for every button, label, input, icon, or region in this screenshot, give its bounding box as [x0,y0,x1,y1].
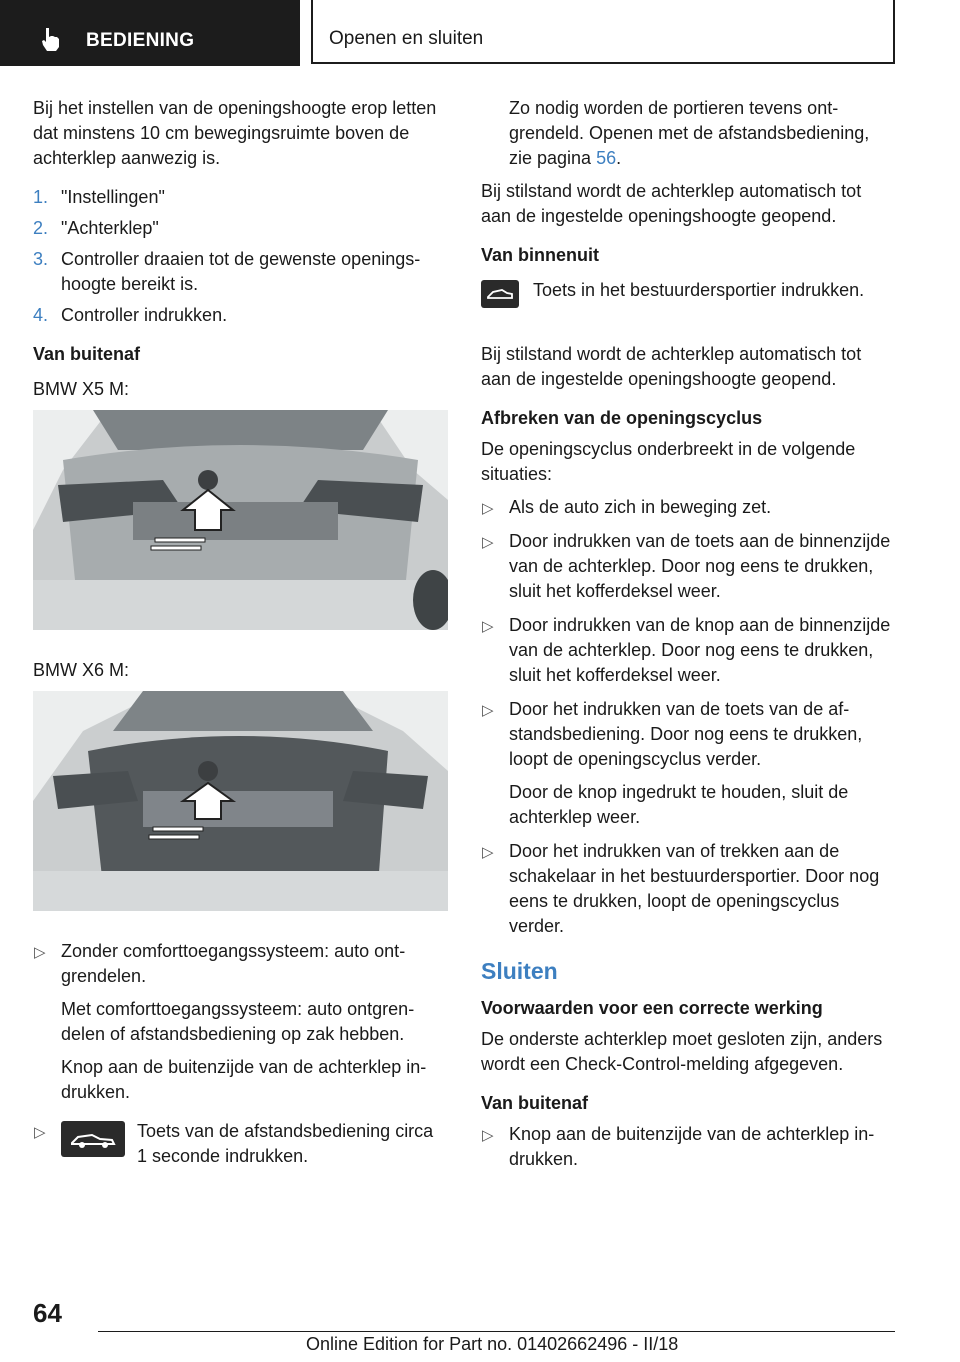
step-text: "Achterklep" [61,218,159,238]
heading-abort: Afbreken van de openingscyclus [481,408,763,428]
bullet-item [481,613,896,688]
punctuation: . [616,148,622,168]
triangle-bullet-icon: ▷ [482,702,494,719]
page-number: 64 [33,1298,62,1328]
bullet-item [481,839,896,939]
step-number: 3. [33,249,49,269]
step-number: 2. [33,218,49,238]
section-close-title: Sluiten [481,958,558,984]
continued-paragraph [481,96,896,171]
step-text: Controller draaien tot de gewenste openingshoogte bereikt is. [61,249,421,294]
abort-intro: De openingscyclus onderbreekt in de volgende situaties: [481,439,856,484]
triangle-bullet-icon: ▷ [482,500,494,517]
x6-label: BMW X6 M: [33,660,130,680]
bullet-item [481,529,896,604]
bullet-item [33,939,448,1105]
bullet-text: Als de auto zich in beweging zet. [509,497,772,517]
page-header [0,0,960,66]
bullet-item [481,697,896,830]
section-tab [0,0,300,66]
bullet-text: Zonder comforttoegangssysteem: auto ontgrendelen. [61,941,406,986]
triangle-bullet-icon: ▷ [482,1127,494,1144]
step-item [33,303,448,328]
bullet-item [33,1119,448,1169]
heading-outside: Van buitenaf [33,344,141,364]
step-item [33,216,448,241]
triangle-bullet-icon: ▷ [482,844,494,861]
step-number: 4. [33,305,49,325]
bullet-item [481,1122,896,1172]
left-column [33,96,448,1178]
bullet-text: Door het indrukken van of trekken aan de schakelaar in het bestuurdersportier. Door nog eens te drukken, loopt de openingscyclus verder. [509,841,880,936]
inside-instruction [481,278,896,328]
bullet-text: Door de knop ingedrukt te houden, sluit de achterklep weer. [509,782,849,827]
triangle-bullet-icon: ▷ [34,1124,46,1141]
continued-text: Zo nodig worden de portieren tevens ontgrendeld. Openen met de afstandsbediening, zie pagina [509,98,870,168]
page-link[interactable]: 56 [596,148,617,168]
bullet-text: Met comforttoegangssysteem: auto ontgrendelen of afstandsbediening op zak hebben. [61,999,415,1044]
subsection-title: Openen en sluiten [329,28,484,49]
right-column [481,96,896,1181]
footer-divider [98,1331,895,1332]
bmw-x6-tailgate-image [33,691,448,911]
paragraph: Bij stilstand wordt de achterklep automatisch tot aan de ingestelde openingshoogte geopend. [481,181,862,226]
tailgate-button-icon [481,280,519,308]
hand-pointer-icon [38,26,64,52]
step-item [33,247,448,297]
step-number: 1. [33,187,49,207]
paragraph: Bij stilstand wordt de achterklep automatisch tot aan de ingestelde openingshoogte geopend. [481,344,862,389]
triangle-bullet-icon: ▷ [482,618,494,635]
bullet-text: Knop aan de buitenzijde van de achterklep indrukken. [61,1057,427,1102]
bullet-text: Toets van de afstandsbediening circa 1 seconde indrukken. [137,1121,434,1166]
inside-text: Toets in het bestuurdersportier indrukken. [533,280,865,300]
bullet-text: Door indrukken van de knop aan de binnenzijde van de achterklep. Door nog eens te drukken, sluit het kofferdeksel weer. [509,615,891,685]
car-tailgate-key-icon [61,1121,125,1157]
triangle-bullet-icon: ▷ [34,944,46,961]
section-title: BEDIENING [86,30,195,51]
subsection-box [311,0,895,64]
edition-text: Online Edition for Part no. 01402662496 - II/18 [306,1334,679,1354]
heading-outside-2: Van buitenaf [481,1093,589,1113]
step-item [33,185,448,210]
step-text: "Instellingen" [61,187,165,207]
bullet-text: Door indrukken van de toets aan de binnenzijde van de achterklep. Door nog eens te drukken, sluit het kofferdeksel weer. [509,531,891,601]
triangle-bullet-icon: ▷ [482,534,494,551]
x5-label: BMW X5 M: [33,379,130,399]
step-text: Controller indrukken. [61,305,228,325]
bullet-text: Knop aan de buitenzijde van de achterklep indrukken. [509,1124,875,1169]
intro-paragraph: Bij het instellen van de openingshoogte erop letten dat minstens 10 cm bewegingsruimte boven de achterklep aanwezig is. [33,98,437,168]
heading-conditions: Voorwaarden voor een correcte werking [481,998,823,1018]
bmw-x5-tailgate-image [33,410,448,630]
bullet-item [481,495,896,520]
heading-inside: Van binnenuit [481,245,600,265]
bullet-text: Door het indrukken van de toets van de afstandsbediening. Door nog eens te drukken, loopt de openingscyclus verder. [509,699,863,769]
conditions-text: De onderste achterklep moet gesloten zijn, anders wordt een Check-Control-melding afgegeven. [481,1029,883,1074]
